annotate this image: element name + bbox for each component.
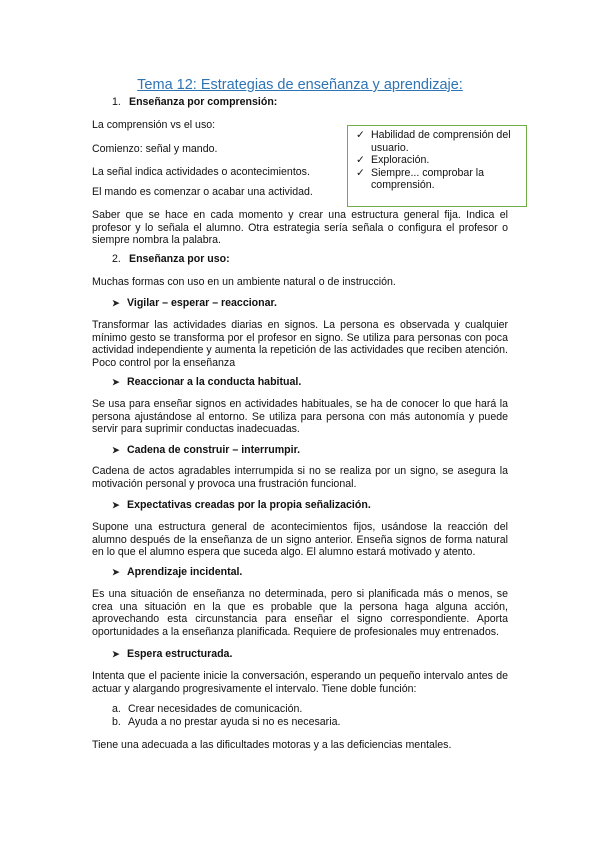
text-line: La señal indica actividades o acontecimientos. xyxy=(92,166,310,178)
section-number: 2. xyxy=(112,253,121,265)
checklist-item: ✓ Exploración. xyxy=(356,154,430,167)
check-icon: ✓ xyxy=(356,129,365,141)
bullet-heading: ➤ Reaccionar a la conducta habitual. xyxy=(112,376,302,388)
paragraph: Tiene una adecuada a las dificultades motoras y a las deficiencias mentales. xyxy=(92,739,452,751)
text-line: El mando es comenzar o acabar una actividad. xyxy=(92,186,313,198)
arrow-bullet-icon: ➤ xyxy=(112,377,120,387)
paragraph: Muchas formas con uso en un ambiente natural o de instrucción. xyxy=(92,276,396,288)
arrow-bullet-icon: ➤ xyxy=(112,500,120,510)
list-item: b. Ayuda a no prestar ayuda si no es necesaria. xyxy=(112,716,341,728)
checklist-item: ✓ Siempre... comprobar la comprensión. xyxy=(356,166,485,192)
paragraph: Saber que se hace en cada momento y crear una estructura general fija. Indica el profesor y lo señala el alumno. Otra estrategia sería señala o configura el profesor o siempre nombra la palabra. xyxy=(92,209,508,247)
paragraph: Intenta que el paciente inicie la conversación, esperando un pequeño intervalo antes de actuar y alargando progresivamente el intervalo. Tiene doble función: xyxy=(92,670,508,695)
paragraph: Se usa para enseñar signos en actividades habituales, se ha de conocer lo que hará la persona ajustándose al entorno. Se utiliza para persona con más autonomía y puede servir para suprimir conductas inadecuadas. xyxy=(92,398,508,436)
section-heading-2 xyxy=(112,253,230,266)
bullet-heading: ➤ Espera estructurada. xyxy=(112,648,233,660)
check-icon: ✓ xyxy=(356,166,365,179)
bullet-heading: ➤ Vigilar – esperar – reaccionar. xyxy=(112,297,277,309)
list-item: a. Crear necesidades de comunicación. xyxy=(112,703,303,715)
checklist-item: ✓ Habilidad de comprensión del usuario. xyxy=(356,129,511,154)
section-title: Enseñanza por uso: xyxy=(129,253,230,265)
section-title: Enseñanza por comprensión: xyxy=(129,96,278,108)
paragraph: Transformar las actividades diarias en signos. La persona es observada y cualquier mínimo gesto se transforma por el profesor en signo. Se utiliza para personas con poca actividad independiente y aumenta la repetición de las actividades que reciben atención. Poco control por la enseñanza xyxy=(92,319,508,369)
text-line: Comienzo: señal y mando. xyxy=(92,143,218,155)
bullet-heading: ➤ Aprendizaje incidental. xyxy=(112,566,243,578)
page-title: Tema 12: Estrategias de enseñanza y aprendizaje: xyxy=(137,77,463,93)
check-icon: ✓ xyxy=(356,154,365,167)
bullet-heading: ➤ Cadena de construir – interrumpir. xyxy=(112,444,301,456)
arrow-bullet-icon: ➤ xyxy=(112,445,120,455)
text-line: La comprensión vs el uso: xyxy=(92,119,216,131)
bullet-heading: ➤ Expectativas creadas por la propia señalización. xyxy=(112,499,371,511)
arrow-bullet-icon: ➤ xyxy=(112,649,120,659)
paragraph: Es una situación de enseñanza no determinada, pero si planificada más o menos, se crea una situación en la que es probable que la persona haga alguna acción, aprovechando esta circunstancia para enseñar el signo correspondiente. Aporta oportunidades a la enseñanza planificada. Requiere de profesionales muy entrenados. xyxy=(92,588,508,638)
arrow-bullet-icon: ➤ xyxy=(112,298,120,308)
section-number: 1. xyxy=(112,96,121,108)
paragraph: Supone una estructura general de acontecimientos fijos, usándose la reacción del alumno después de la enseñanza de un signo anterior. Enseña signos de forma natural en lo que el alumno espera que suceda algo. El alumno estará motivado y atento. xyxy=(92,521,508,559)
section-heading-1 xyxy=(112,96,277,109)
arrow-bullet-icon: ➤ xyxy=(112,567,120,577)
paragraph: Cadena de actos agradables interrumpida si no se realiza por un signo, se asegura la motivación personal y provoca una frustración funcional. xyxy=(92,465,508,490)
checklist-box xyxy=(347,125,527,207)
